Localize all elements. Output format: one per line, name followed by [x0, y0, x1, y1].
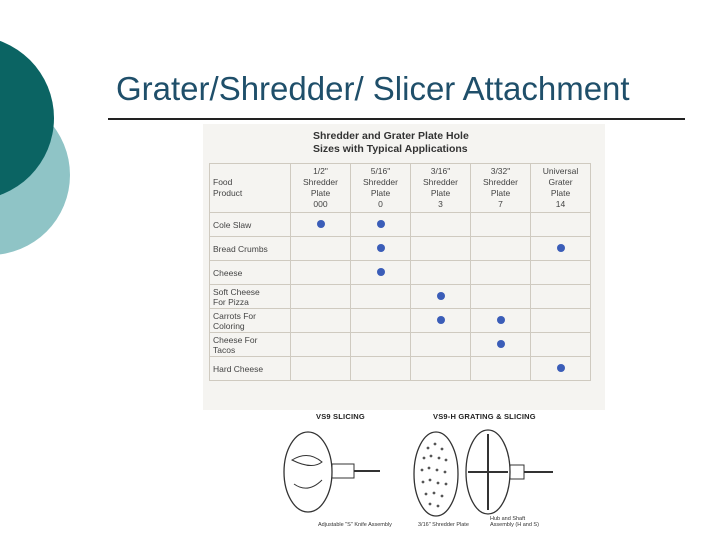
row-label: Soft Cheese For Pizza [210, 285, 291, 309]
header-col-2: 5/16" Shredder Plate 0 [351, 164, 411, 213]
row-label: Cole Slaw [210, 213, 291, 237]
scanned-chart [203, 124, 605, 410]
applicable-dot-icon [437, 292, 445, 300]
table-cell [531, 357, 591, 381]
table-cell [291, 213, 351, 237]
table-cell [351, 261, 411, 285]
applicable-dot-icon [377, 220, 385, 228]
table-row [210, 285, 591, 309]
table-cell [351, 309, 411, 333]
applicable-dot-icon [377, 268, 385, 276]
table-cell [411, 357, 471, 381]
applicable-dot-icon [317, 220, 325, 228]
header-col-4: 3/32" Shredder Plate 7 [471, 164, 531, 213]
table-row [210, 261, 591, 285]
row-label: Carrots For Coloring [210, 309, 291, 333]
header-col-1: 1/2" Shredder Plate 000 [291, 164, 351, 213]
plate-application-table [209, 163, 591, 381]
shredder-plate-note: 3/16" Shredder Plate [418, 522, 469, 528]
row-label: Bread Crumbs [210, 237, 291, 261]
table-cell [471, 261, 531, 285]
applicable-dot-icon [497, 340, 505, 348]
table-cell [471, 357, 531, 381]
table-cell [291, 333, 351, 357]
slide-title: Grater/Shredder/ Slicer Attachment [116, 70, 630, 107]
row-label: Hard Cheese [210, 357, 291, 381]
table-cell [471, 333, 531, 357]
table-cell [411, 261, 471, 285]
applicable-dot-icon [557, 364, 565, 372]
table-cell [411, 237, 471, 261]
table-cell [291, 309, 351, 333]
table-cell [291, 285, 351, 309]
decorative-circles [0, 0, 120, 300]
hub-note: Hub and Shaft Assembly (H and S) [490, 516, 539, 528]
table-cell [291, 357, 351, 381]
table-cell [351, 357, 411, 381]
table-cell [531, 333, 591, 357]
applicable-dot-icon [497, 316, 505, 324]
table-cell [531, 285, 591, 309]
header-col-5: Universal Grater Plate 14 [531, 164, 591, 213]
table-cell [351, 213, 411, 237]
table-row [210, 357, 591, 381]
table-cell [471, 309, 531, 333]
table-cell [531, 237, 591, 261]
applicable-dot-icon [557, 244, 565, 252]
table-body [210, 213, 591, 381]
plate-illustration [278, 412, 568, 534]
row-label: Cheese [210, 261, 291, 285]
table-cell [411, 213, 471, 237]
table-header-row [210, 164, 591, 213]
plate-drawing [278, 422, 568, 522]
table-cell [291, 237, 351, 261]
header-food-product: Food Product [210, 164, 291, 213]
header-col-3: 3/16" Shredder Plate 3 [411, 164, 471, 213]
left-caption: VS9 SLICING [316, 412, 365, 421]
table-row [210, 309, 591, 333]
table-row [210, 333, 591, 357]
table-cell [351, 333, 411, 357]
table-cell [471, 213, 531, 237]
applicable-dot-icon [437, 316, 445, 324]
table-cell [351, 285, 411, 309]
table-cell [531, 261, 591, 285]
table-cell [471, 237, 531, 261]
table-cell [351, 237, 411, 261]
applicable-dot-icon [377, 244, 385, 252]
table-cell [531, 309, 591, 333]
table-cell [291, 261, 351, 285]
table-cell [411, 285, 471, 309]
table-cell [411, 309, 471, 333]
table-cell [411, 333, 471, 357]
table-cell [531, 213, 591, 237]
table-row [210, 237, 591, 261]
title-underline [108, 118, 685, 120]
table-cell [471, 285, 531, 309]
table-row [210, 213, 591, 237]
row-label: Cheese For Tacos [210, 333, 291, 357]
right-caption: VS9-H GRATING & SLICING [433, 412, 536, 421]
knife-note: Adjustable "S" Knife Assembly [318, 522, 392, 528]
chart-title: Shredder and Grater Plate Hole Sizes with Typical Applications [313, 130, 469, 155]
